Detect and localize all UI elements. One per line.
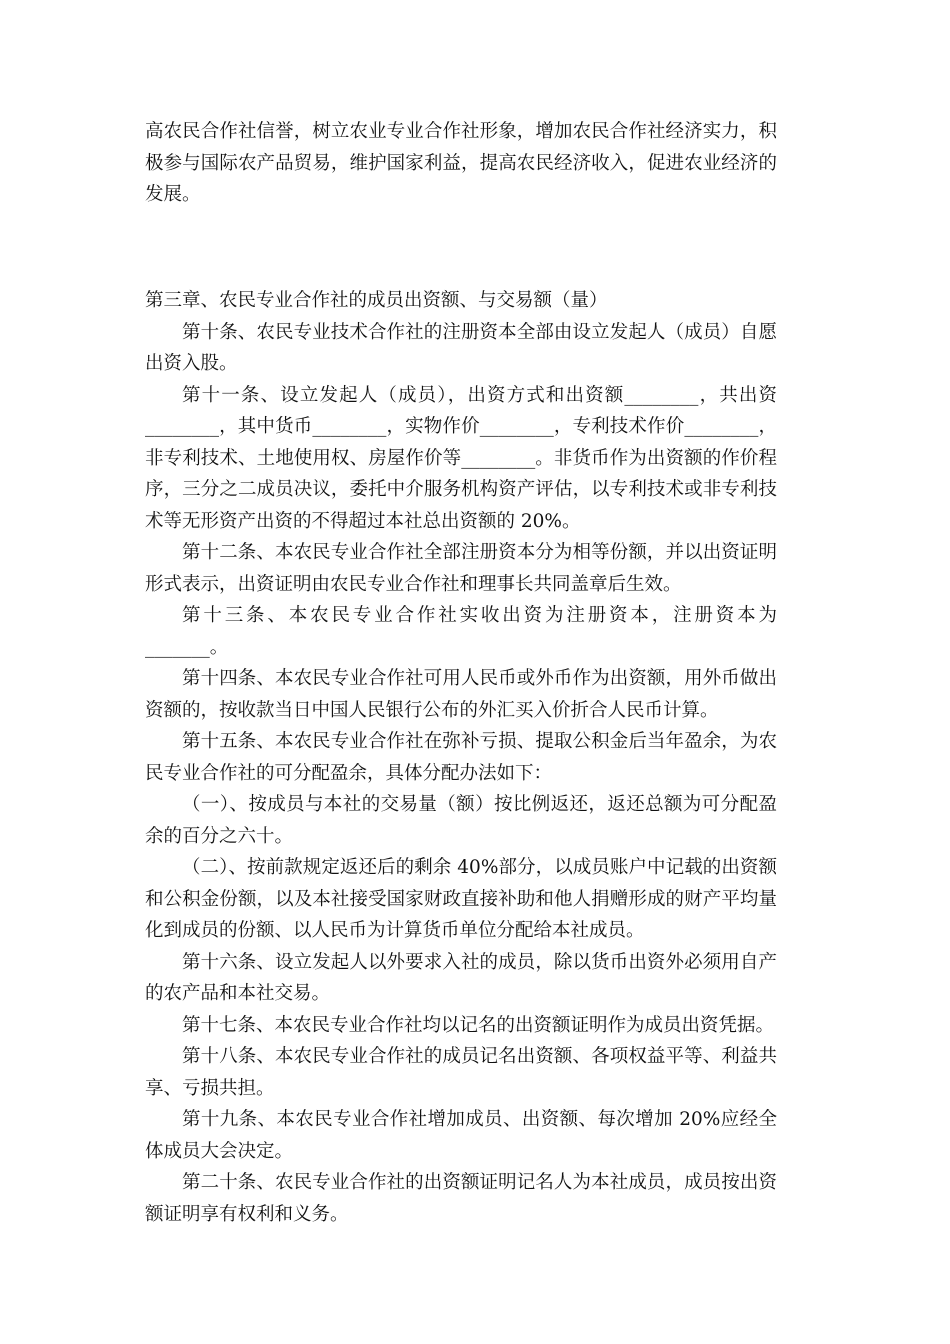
intro-paragraph: 高农民合作社信誉，树立农业专业合作社形象，增加农民合作社经济实力，积极参与国际农产品贸易，维护国家利益，提高农民经济收入，促进农业经济的发展。 (145, 121, 777, 205)
article-16-paragraph: 第十六条、设立发起人以外要求入社的成员，除以货币出资外必须用自产的农产品和本社交易。 (145, 951, 777, 1004)
article-15-item-1: （一）、按成员与本社的交易量（额）按比例返还，返还总额为可分配盈余的百分之六十。 (145, 794, 777, 847)
article-17-paragraph: 第十七条、本农民专业合作社均以记名的出资额证明作为成员出资凭据。 (182, 1014, 775, 1036)
article-12-paragraph: 第十二条、本农民专业合作社全部注册资本分为相等份额，并以出资证明形式表示，出资证明由农民专业合作社和理事长共同盖章后生效。 (145, 542, 777, 595)
article-13-paragraph: 第十三条、本农民专业合作社实收出资为注册资本，注册资本为_______。 (145, 605, 777, 658)
article-15-item-2: （二）、按前款规定返还后的剩余 40%部分，以成员账户中记载的出资额和公积金份额，以及本社接受国家财政直接补助和他人捐赠形成的财产平均量化到成员的份额、以人民币为计算货币单位分配给本社成员。 (145, 857, 777, 941)
article-18-paragraph: 第十八条、本农民专业合作社的成员记名出资额、各项权益平等、利益共享、亏损共担。 (145, 1046, 777, 1099)
article-19-paragraph: 第十九条、本农民专业合作社增加成员、出资额、每次增加 20%应经全体成员大会决定。 (145, 1109, 777, 1162)
article-20-paragraph: 第二十条、农民专业合作社的出资额证明记名人为本社成员，成员按出资额证明享有权利和义务。 (145, 1172, 777, 1225)
article-14-paragraph: 第十四条、本农民专业合作社可用人民币或外币作为出资额，用外币做出资额的，按收款当日中国人民银行公布的外汇买入价折合人民币计算。 (145, 668, 777, 721)
article-15-paragraph: 第十五条、本农民专业合作社在弥补亏损、提取公积金后当年盈余，为农民专业合作社的可分配盈余，具体分配办法如下： (145, 731, 777, 784)
article-10-paragraph: 第十条、农民专业技术合作社的注册资本全部由设立发起人（成员）自愿出资入股。 (145, 321, 777, 374)
chapter-section (145, 285, 777, 1230)
article-11-paragraph: 第十一条、设立发起人（成员），出资方式和出资额________，共出资________，其中货币________，实物作价________，专利技术作价________，非专利技术、土地使用权、房屋作价等________。非货币作为出资额的作价程序，三分之二成员决议，委托中介服务机构资产评估，以专利技术或非专利技术等无形资产出资的不得超过本社总出资额的 20%。 (145, 384, 777, 532)
intro-section (145, 116, 777, 211)
chapter-heading: 第三章、农民专业合作社的成员出资额、与交易额（量） (145, 290, 608, 311)
